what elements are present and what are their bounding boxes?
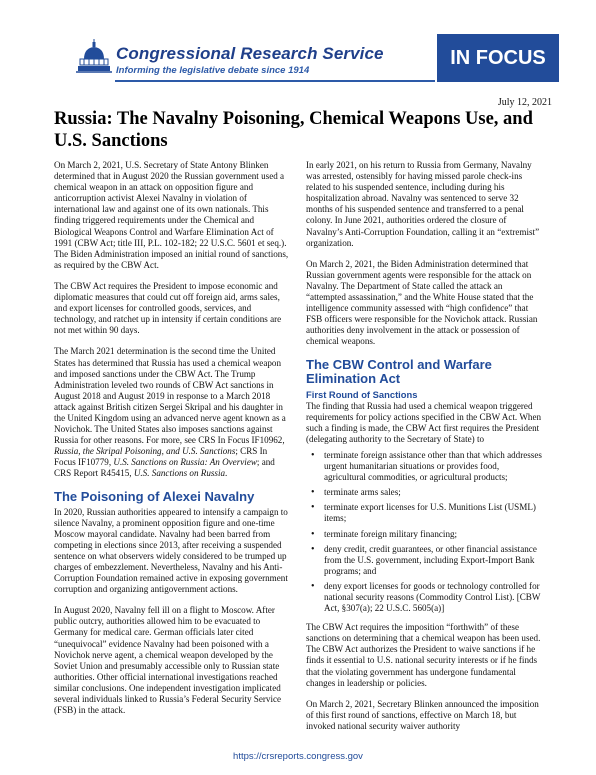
paragraph: On March 2, 2021, U.S. Secretary of State Antony Blinken determined that in August 2020 the Russian government used a chemical weapon in an attack on opposition figure and anticorruption activist Alexei Navalny in violation of international law and against one of its own nationals. This finding triggered requirements under the Chemical and Biological Weapons Control and Warfare Elimination Act of 1991 (CBW Act; title III, P.L. 102-182; 22 U.S.C. 5601 et seq.). The Biden Administration imposed an initial round of sanctions, as required by the CBW Act.: [54, 160, 289, 270]
paragraph-text: ; and CRS Report R45415,: [54, 457, 275, 479]
paragraph: On March 2, 2021, the Biden Administration determined that Russian government agents were responsible for the attack on Navalny. The Department of State called the attack an “attempted assassination,” and the White House stated that the intelligence community assessed with “high confidence” that FSB officers were responsible for the Novichok attack. Russian authorities deny involvement in the attack or possession of chemical weapons.: [306, 258, 538, 347]
paragraph: In 2020, Russian authorities appeared to intensify a campaign to silence Navalny, a prominent opposition figure and one-time Moscow mayoral candidate. Navalny had been barred from competing in elections since 2013, after receiving a suspended sentence on what observers widely considered to be trumped up charges of embezzlement. Nevertheless, Navalny and his Anti-Corruption Foundation remained active in exposing government corruption and organizing antigovernment actions.: [54, 506, 288, 595]
list-item: • terminate foreign assistance other than that which addresses urgent humanitarian situations or provides food, agricultural commodities, or agricultural products;: [306, 450, 542, 483]
paragraph: The CBW Act requires the President to impose economic and diplomatic measures that could cut off foreign aid, arms sales, and export licenses for controlled goods, services, and technology, and ratchet up in intensity if certain conditions are not met within 90 days.: [54, 280, 282, 336]
publication-date: July 12, 2021: [497, 97, 552, 108]
paragraph: In August 2020, Navalny fell ill on a flight to Moscow. After public outcry, authorities allowed him to be evacuated to Germany for medical care. German officials later cited “unequivocal” evidence Navalny had been poisoned with a Novichok nerve agent, a chemical weapon developed by the Soviet Union and presumably accessible only to Russian state authorities. Other official international investigations reached similar conclusions. One independent investigation implicated several individuals linked to Russia’s Federal Security Service (FSB) in the attack.: [54, 605, 282, 716]
paragraph: [54, 346, 290, 479]
paragraph: The finding that Russia had used a chemical weapon triggered requirements for policy actions specified in the CBW Act. When such a finding is made, the CBW Act first requires the President (delegating authority to the Secretary of State) to: [306, 400, 542, 444]
paragraph-text: ; CRS In Focus IF10779,: [54, 446, 268, 468]
paragraph: On March 2, 2021, Secretary Blinken announced the imposition of this first round of sanctions, effective on March 18, but invoked national security waiver authority: [306, 698, 539, 731]
subsection-heading: First Round of Sanctions: [306, 388, 418, 400]
paragraph: The CBW Act requires the imposition “forthwith” of these sanctions on determining that a chemical weapon has been used. The CBW Act authorizes the President to waive sanctions if he finds it essential to U.S. national security interests or if he finds that the violating government has undergone fundamental changes in leadership or policies.: [306, 622, 541, 688]
document-title: Russia: The Navalny Poisoning, Chemical Weapons Use, and U.S. Sanctions: [54, 109, 533, 151]
list-item: • terminate export licenses for U.S. Munitions List (USML) items;: [306, 502, 542, 524]
list-item: • terminate arms sales;: [306, 487, 542, 498]
left-column: [54, 160, 290, 726]
list-item: • deny export licenses for goods or technology controlled for national security reasons (Commodity Control List). [CBW Act, §307(a); 22 U.S.C. 5605(a)]: [306, 581, 542, 614]
paragraph-text: .: [225, 468, 228, 479]
list-item: • terminate foreign military financing;: [306, 529, 542, 540]
report-link[interactable]: U.S. Sanctions on Russia: [133, 468, 226, 479]
org-name: Congressional Research Service: [116, 44, 384, 63]
sanctions-list: [306, 450, 542, 614]
report-header: [0, 34, 596, 82]
section-heading: The Poisoning of Alexei Navalny: [54, 488, 255, 504]
section-heading: The CBW Control and Warfare Elimination Act: [306, 356, 492, 386]
footer-url-link[interactable]: https://crsreports.congress.gov: [233, 751, 363, 762]
org-tagline: Informing the legislative debate since 1914: [116, 65, 310, 76]
capitol-dome-icon: [74, 39, 114, 73]
paragraph: In early 2021, on his return to Russia from Germany, Navalny was arrested, ostensibly for having missed parole check-ins related to his suspended sentence, including during his hospitalization abroad. Navalny was sentenced to serve 32 months of his suspended sentence and transferred to a penal colony. In June 2021, authorities ordered the closure of Navalny’s Anti-Corruption Foundation, calling it an “extremist” organization.: [306, 160, 540, 248]
list-item: • deny credit, credit guarantees, or other financial assistance from the U.S. government, including Export-Import Bank programs; and: [306, 544, 542, 577]
header-rule: [115, 80, 435, 82]
in-focus-badge: IN FOCUS: [437, 34, 559, 82]
report-link[interactable]: U.S. Sanctions on Russia: An Overview: [113, 457, 257, 468]
report-link[interactable]: Russia, the Skripal Poisoning, and U.S. Sanctions: [54, 446, 236, 457]
right-column: [306, 160, 542, 742]
paragraph-text: The March 2021 determination is the second time the United States has determined that Russia has used a chemical weapon and imposed sanctions under the CBW Act. The Trump Administration leveled two rounds of CBW Act sanctions in August 2018 and August 2019 in response to a March 2018 attack against British citizen Sergei Skripal and his daughter in the United Kingdom using an advanced nerve agent known as a Novichok. The United States also imposes sanctions against Russia for other reasons. For more, see CRS In Focus IF10962,: [54, 346, 286, 446]
